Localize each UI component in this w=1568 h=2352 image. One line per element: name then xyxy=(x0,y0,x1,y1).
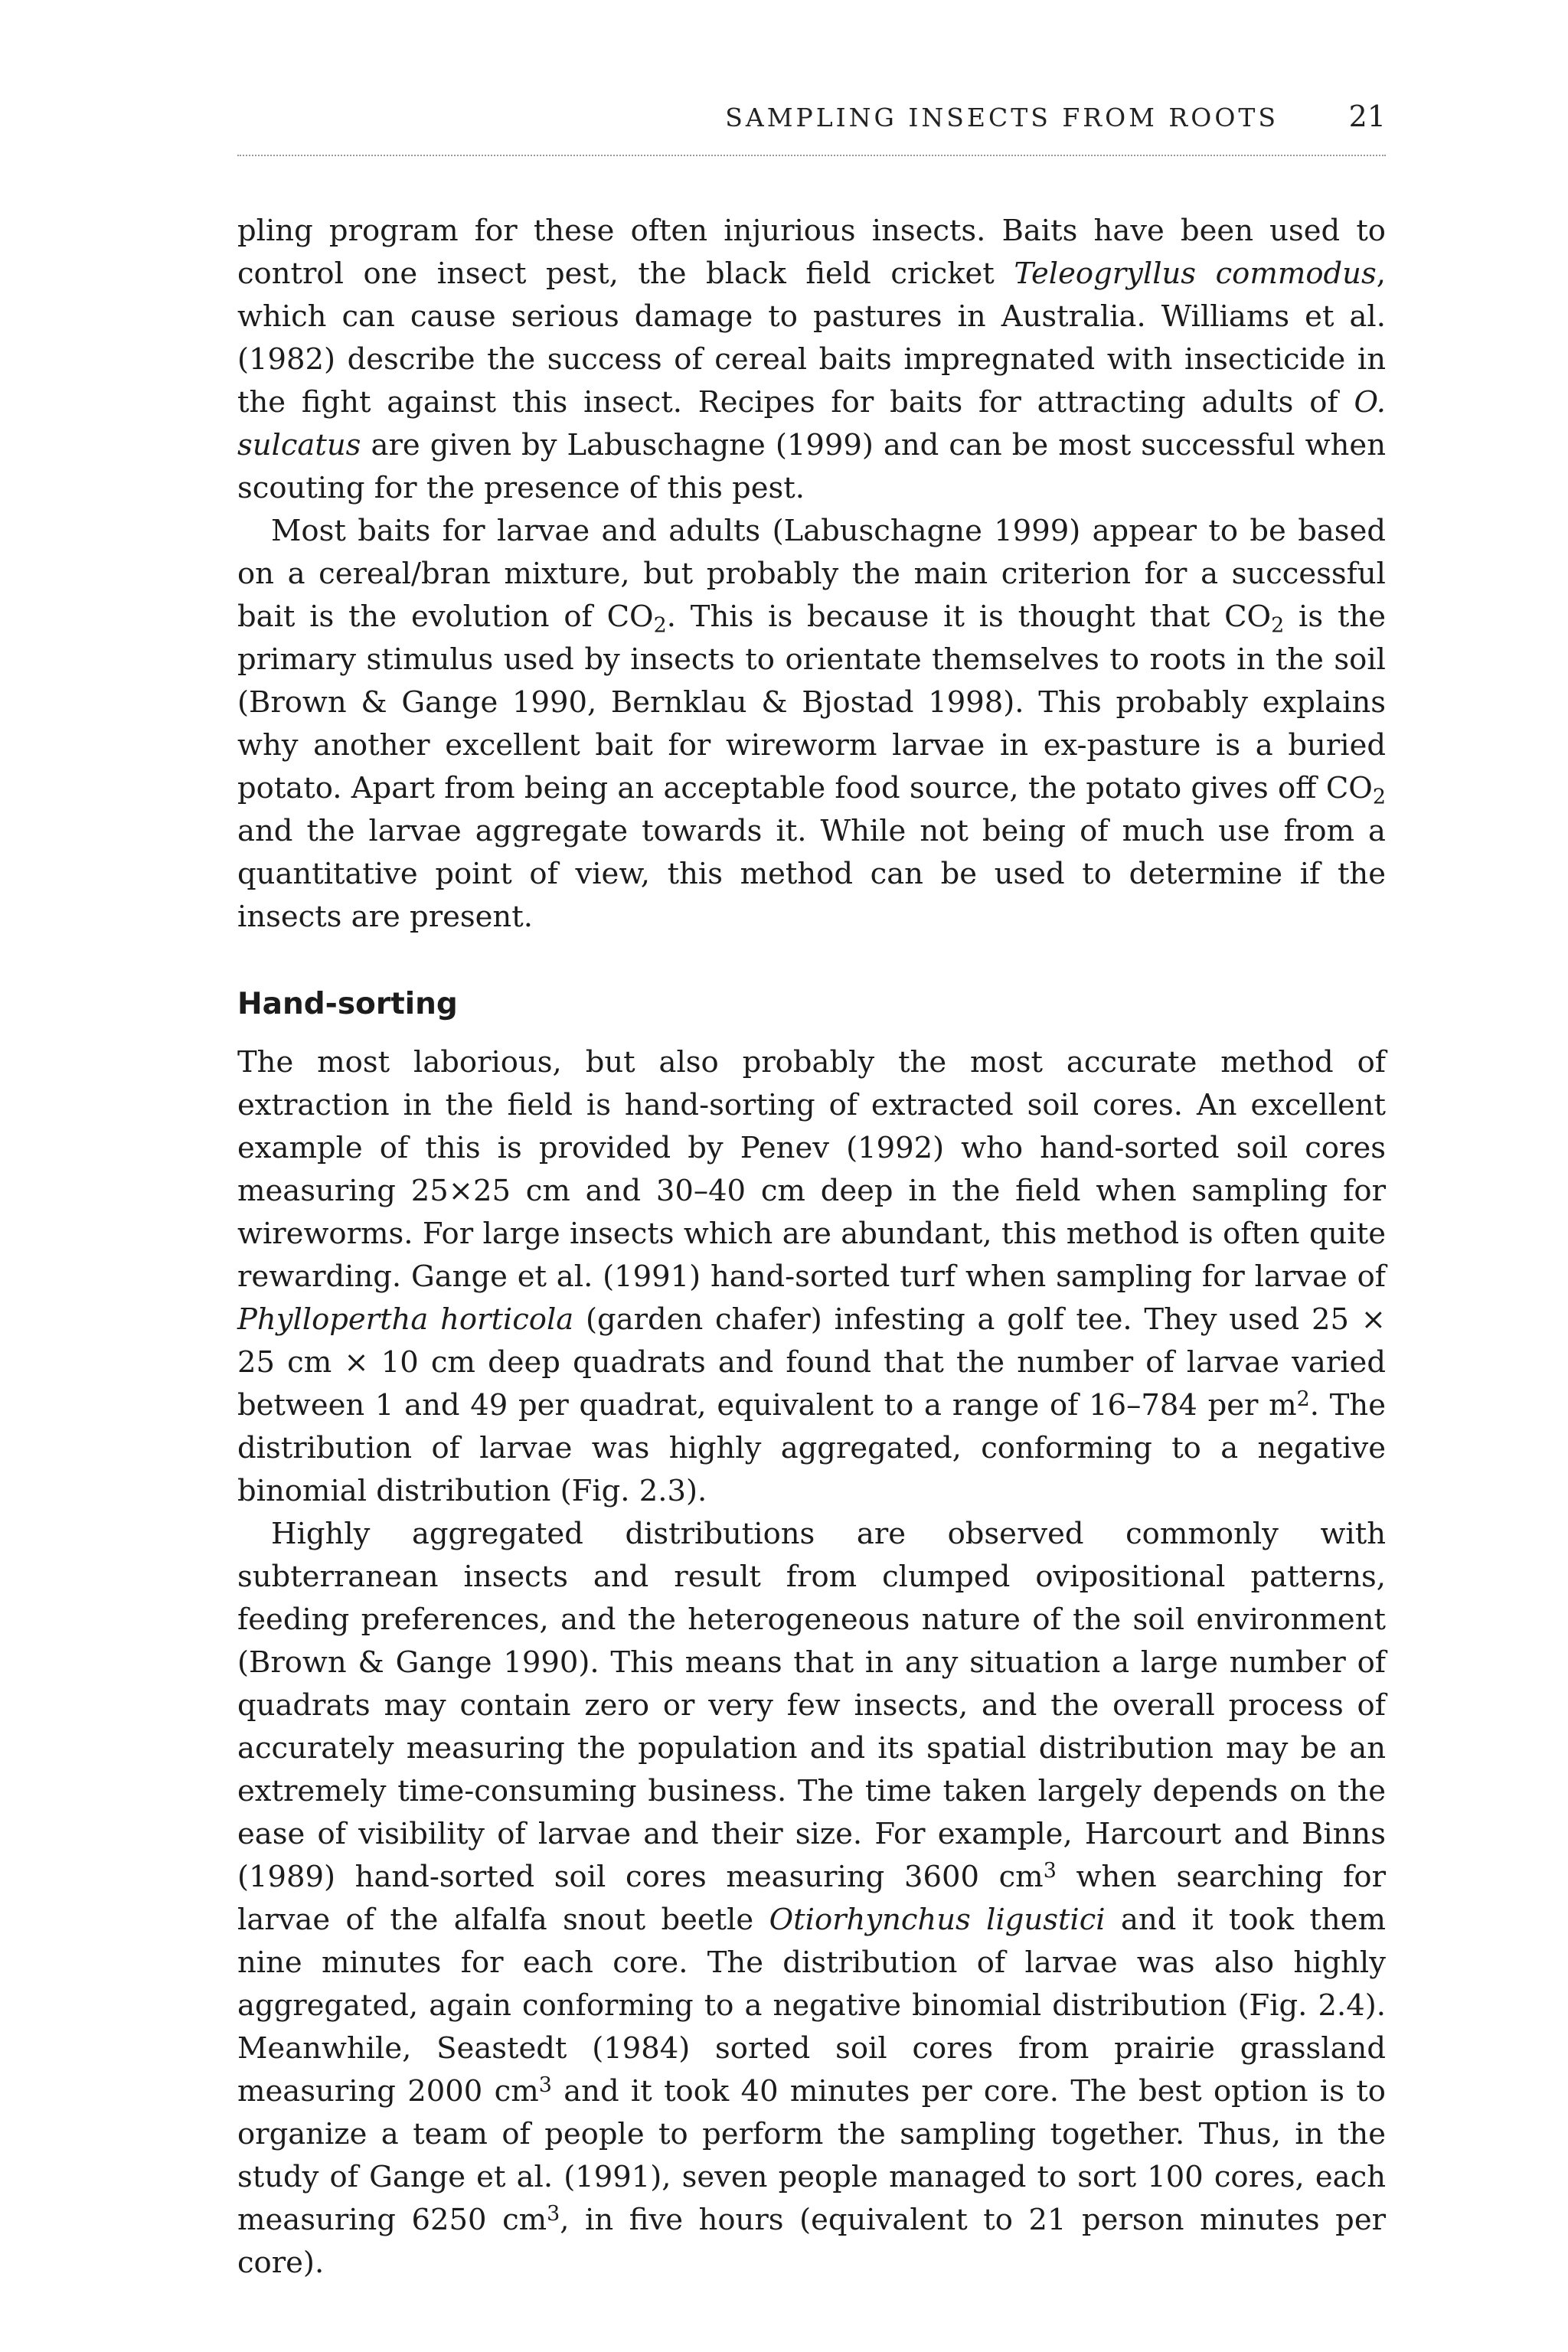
paragraph-baits-continued xyxy=(237,210,1386,510)
text-run: Most baits for larvae and adults (Labuschagne 1999) appear to be based on a cereal/bran mixture, but probably the main criterion for a successful bait is the evolution of CO xyxy=(237,514,1386,634)
text-run: pling program for these often injurious insects. Baits have been used to control one insect pest, the black field cricket xyxy=(237,214,1386,291)
body-text xyxy=(237,210,1386,2285)
running-header xyxy=(237,92,1386,156)
text-run: , which can cause serious damage to pastures in Australia. Williams et al. (1982) describe the success of cereal baits impregnated with insecticide in the fight against this insect. Recipes for baits for attracting adults of xyxy=(237,256,1386,420)
text-run: and it took them nine minutes for each core. The distribution of larvae was also highly aggregated, again conforming to a negative binomial distribution (Fig. 2.4). Meanwhile, Seastedt (1984) sorted soil cores from prairie grassland measuring 2000 cm xyxy=(237,1903,1386,2109)
text-run: . The distribution of larvae was highly aggregated, conforming to a negative binomial distribution (Fig. 2.3). xyxy=(237,1388,1386,1508)
subscript: 2 xyxy=(1271,613,1285,638)
text-run: when searching for larvae of the alfalfa snout beetle xyxy=(237,1860,1386,1937)
subscript: 2 xyxy=(653,613,667,638)
text-run: . This is because it is thought that CO xyxy=(666,599,1272,634)
text-run: are given by Labuschagne (1999) and can be most successful when scouting for the presence of this pest. xyxy=(237,428,1386,505)
paragraph-aggregated-distributions xyxy=(237,1513,1386,2285)
superscript: 3 xyxy=(547,2201,560,2226)
superscript: 2 xyxy=(1296,1387,1310,1411)
species-name: Teleogryllus commodus xyxy=(1014,256,1377,291)
text-run: (garden chafer) infesting a golf tee. They used 25 × 25 cm × 10 cm deep quadrats and found that the number of larvae varied between 1 and 49 per quadrat, equivalent to a range of 16–784 per m xyxy=(237,1302,1386,1423)
running-title: SAMPLING INSECTS FROM ROOTS xyxy=(725,103,1279,132)
text-run: is the primary stimulus used by insects to orientate themselves to roots in the soil (Brown & Gange 1990, Bernklau & Bjostad 1998). This probably explains why another excellent bait for wireworm larvae in ex-pasture is a buried potato. Apart from being an acceptable food source, the potato gives off CO xyxy=(237,599,1386,805)
section-heading: Hand-sorting xyxy=(237,987,458,1021)
paragraph-baits-co2 xyxy=(237,510,1386,939)
page-number: 21 xyxy=(1348,100,1386,133)
superscript: 3 xyxy=(538,2073,552,2097)
species-name: O. sulcatus xyxy=(237,385,1386,462)
species-name: Otiorhynchus ligustici xyxy=(769,1903,1106,1937)
book-page xyxy=(237,92,1386,2285)
superscript: 3 xyxy=(1043,1858,1057,1883)
text-run: Highly aggregated distributions are observed commonly with subterranean insects and result from clumped ovipositional patterns, feeding preferences, and the heterogeneous nature of the soil environment (Brown & Gange 1990). This means that in any situation a large number of quadrats may contain zero or very few insects, and the overall process of accurately measuring the population and its spatial distribution may be an extremely time-consuming business. The time taken largely depends on the ease of visibility of larvae and their size. For example, Harcourt and Binns (1989) hand-sorted soil cores measuring 3600 cm xyxy=(237,1517,1386,1894)
paragraph-hand-sorting xyxy=(237,1041,1386,1513)
species-name: Phyllopertha horticola xyxy=(237,1302,574,1337)
text-run: The most laborious, but also probably the most accurate method of extraction in the field is hand-sorting of extracted soil cores. An excellent example of this is provided by Penev (1992) who hand-sorted soil cores measuring 25×25 cm and 30–40 cm deep in the field when sampling for wireworms. For large insects which are abundant, this method is often quite rewarding. Gange et al. (1991) hand-sorted turf when sampling for larvae of xyxy=(237,1045,1386,1294)
text-run: , in five hours (equivalent to 21 person minutes per core). xyxy=(237,2203,1387,2280)
text-run: and the larvae aggregate towards it. While not being of much use from a quantitative point of view, this method can be used to determine if the insects are present. xyxy=(237,814,1386,934)
text-run: and it took 40 minutes per core. The best option is to organize a team of people to perform the sampling together. Thus, in the study of Gange et al. (1991), seven people managed to sort 100 cores, each measuring 6250 cm xyxy=(237,2074,1386,2237)
subscript: 2 xyxy=(1372,785,1386,809)
